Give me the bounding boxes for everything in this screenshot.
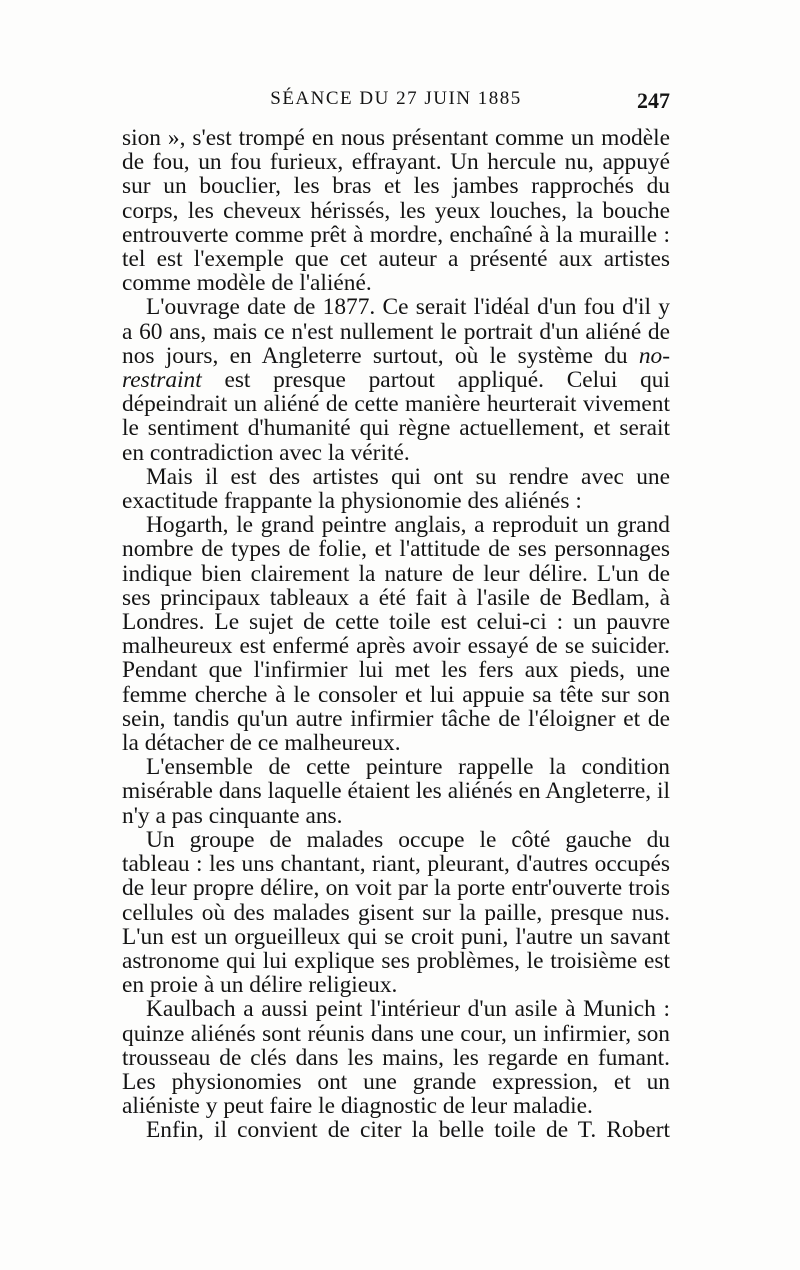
paragraph: sion », s'est trompé en nous présentant comme un modèle de fou, un fou furieux, effrayant. Un hercule nu, appuyé sur un bouclier, les bras et les jambes rapprochés du corps, les cheveux hérissés, les yeux louches, la bouche entrouverte comme prêt à mordre, enchaîné à la muraille : tel est l'exemple que cet auteur a présenté aux artistes comme modèle de l'aliéné. [122, 125, 670, 297]
paragraph: Enfin, il convient de citer la belle toile de T. Robert [146, 1117, 670, 1144]
page-number: 247 [637, 88, 670, 113]
body-text [122, 126, 670, 1143]
page-header [122, 88, 670, 122]
paragraph: Mais il est des artistes qui ont su rendre avec une exactitude frappante la physionomie des aliénés : [122, 463, 670, 515]
paragraph: L'ensemble de cette peinture rappelle la condition misérable dans laquelle étaient les aliénés en Angleterre, il n'y a pas cinquante ans. [122, 754, 670, 829]
running-head: SÉANCE DU 27 JUIN 1885 [270, 88, 522, 109]
paragraph [122, 295, 670, 464]
paragraph: Kaulbach a aussi peint l'intérieur d'un asile à Munich : quinze aliénés sont réunis dans une cour, un infirmier, son trousseau de clés dans les mains, les regarde en fumant. Les physionomies ont une grande expression, et un aliéniste y peut faire le diagnostic de leur maladie. [122, 996, 670, 1120]
paragraph-text: L'ouvrage date de 1877. Ce serait l'idéal d'un fou d'il y a 60 ans, mais ce n'est nullement le portrait d'un aliéné de nos jours, en Angleterre surtout, où le système du [122, 294, 670, 369]
italic-term: no-restraint [122, 342, 670, 394]
paragraph: Hogarth, le grand peintre anglais, a reproduit un grand nombre de types de folie, et l'attitude de ses personnages indique bien clairement la nature de leur délire. L'un de ses principaux tableaux a été fait à l'asile de Bedlam, à Londres. Le sujet de cette toile est celui-ci : un pauvre malheureux est enfermé après avoir essayé de se suicider. Pendant que l'infirmier lui met les fers aux pieds, une femme cherche à le consoler et lui appuie sa tête sur son sein, tandis qu'un autre infirmier tâche de l'éloigner et de la détacher de ce malheureux. [122, 512, 670, 757]
paragraph: Un groupe de malades occupe le côté gauche du tableau : les uns chantant, riant, pleurant, d'autres occupés de leur propre délire, on voit par la porte entr'ouverte trois cellules où des malades gisent sur la paille, presque nus. L'un est un orgueilleux qui se croit puni, l'autre un savant astronome qui lui explique ses problèmes, le troisième est en proie à un délire religieux. [122, 826, 670, 999]
paragraph-text: est presque partout appliqué. Celui qui dépeindrait un aliéné de cette manière heurterait vivement le sentiment d'humanité qui règne actuellement, et serait en contradiction avec la vérité. [122, 367, 670, 466]
